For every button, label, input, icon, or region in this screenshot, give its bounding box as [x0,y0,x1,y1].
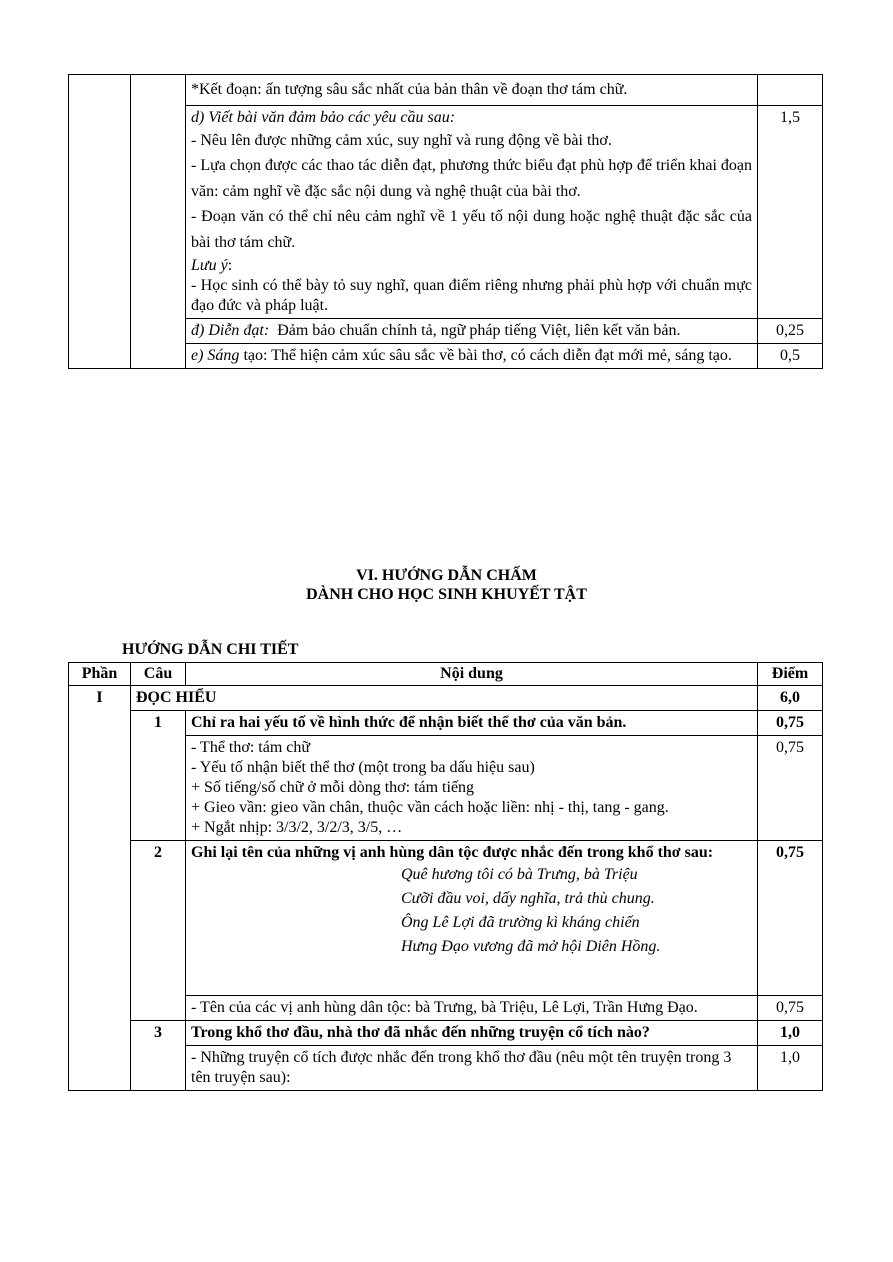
poem-line: Ông Lê Lợi đã trường kì kháng chiến [401,914,640,931]
header-content: Nội dung [186,663,758,686]
sub-heading: HƯỚNG DẪN CHI TIẾT [122,641,299,658]
note-label-line [191,256,752,276]
heading-line-2: DÀNH CHO HỌC SINH KHUYẾT TẬT [306,586,587,604]
poem-line: Hưng Đạo vương đã mở hội Diên Hồng. [401,938,661,955]
section-heading [0,566,893,604]
question-row [69,711,823,736]
content-cell [186,318,758,343]
answer-cell: - Những truyện cổ tích được nhắc đến trong khổ thơ đầu (nêu một tên truyện trong 3 tên truyện sau): [186,1046,758,1091]
score-cell: 0,25 [758,318,823,343]
criterion-title: d) Viết bài văn đảm bảo các yêu cầu sau: [191,108,456,126]
note-label: Lưu ý [191,256,228,274]
criterion-label: e) Sáng [191,346,240,364]
question-cell [186,841,758,996]
score-cell [758,75,823,106]
criterion-text: Đảm bảo chuẩn chính tả, ngữ pháp tiếng Việt, liên kết văn bản. [269,321,681,339]
question-row [69,841,823,996]
content-cell [186,75,758,106]
note-line: - Học sinh có thể bày tỏ suy nghĩ, quan điểm riêng nhưng phải phù hợp với chuẩn mực đạo đức và pháp luật. [191,276,752,314]
grading-table-continued [68,74,823,369]
heading-line-1: VI. HƯỚNG DẪN CHẤM [356,567,537,584]
question-text: Chỉ ra hai yếu tố về hình thức để nhận biết thể thơ của văn bản. [186,711,758,736]
answer-line: - Thể thơ: tám chữ [191,739,311,756]
answer-score: 0,75 [758,996,823,1021]
answer-score: 1,0 [758,1046,823,1091]
question-cell [131,75,186,369]
question-score: 0,75 [758,841,823,996]
criterion-text: tạo: Thể hiện cảm xúc sâu sắc về bài thơ, có cách diễn đạt mới mẻ, sáng tạo. [239,346,732,364]
content-line: - Đoạn văn có thể chỉ nêu cảm nghĩ về 1 yếu tố nội dung hoặc nghệ thuật đặc sắc của bài thơ tám chữ. [191,208,752,251]
content-cell [186,343,758,368]
header-part: Phần [69,663,131,686]
section-score: 6,0 [758,686,823,711]
grading-table [68,662,823,1091]
poem-line: Quê hương tôi có bà Trưng, bà Triệu [401,866,638,883]
content-line: - Lựa chọn được các thao tác diễn đạt, phương thức biểu đạt phù hợp để triển khai đoạn văn: cảm nghĩ về đặc sắc nội dung và nghệ thuật của bài thơ. [191,157,752,200]
content-cell [186,105,758,318]
score-cell: 0,5 [758,343,823,368]
question-number: 2 [131,841,186,1021]
content-line: - Nêu lên được những cảm xúc, suy nghĩ và rung động về bài thơ. [191,131,612,149]
part-cell: I [69,686,131,1091]
criterion-label: đ) Diễn đạt: [191,321,270,339]
section-row [69,686,823,711]
question-score: 1,0 [758,1021,823,1046]
question-number: 3 [131,1021,186,1091]
answer-line: - Yếu tố nhận biết thể thơ (một trong ba dấu hiệu sau) [191,759,535,776]
answer-line: + Gieo vần: gieo vần chân, thuộc vần cách hoặc liền: nhị - thị, tang - gang. [191,799,669,816]
table-header-row [69,663,823,686]
poem-excerpt [401,863,752,993]
question-row [69,1021,823,1046]
answer-cell: - Tên của các vị anh hùng dân tộc: bà Trưng, bà Triệu, Lê Lợi, Trần Hưng Đạo. [186,996,758,1021]
question-number: 1 [131,711,186,841]
question-text: Trong khổ thơ đầu, nhà thơ đã nhắc đến những truyện cổ tích nào? [186,1021,758,1046]
part-cell [69,75,131,369]
content-line: *Kết đoạn: ấn tượng sâu sắc nhất của bản thân về đoạn thơ tám chữ. [191,81,628,98]
answer-cell [186,736,758,841]
score-cell: 1,5 [758,105,823,318]
header-score: Điểm [758,663,823,686]
answer-line: + Số tiếng/số chữ ở mỗi dòng thơ: tám tiếng [191,779,475,796]
section-title: ĐỌC HIỂU [131,686,758,711]
answer-score: 0,75 [758,736,823,841]
question-text: Ghi lại tên của những vị anh hùng dân tộc được nhắc đến trong khổ thơ sau: [191,844,714,861]
poem-line: Cưỡi đầu voi, dấy nghĩa, trả thù chung. [401,890,655,907]
table-row [69,75,823,106]
note-colon: : [227,256,233,274]
header-question: Câu [131,663,186,686]
answer-line: + Ngắt nhịp: 3/3/2, 3/2/3, 3/5, … [191,819,403,836]
question-score: 0,75 [758,711,823,736]
